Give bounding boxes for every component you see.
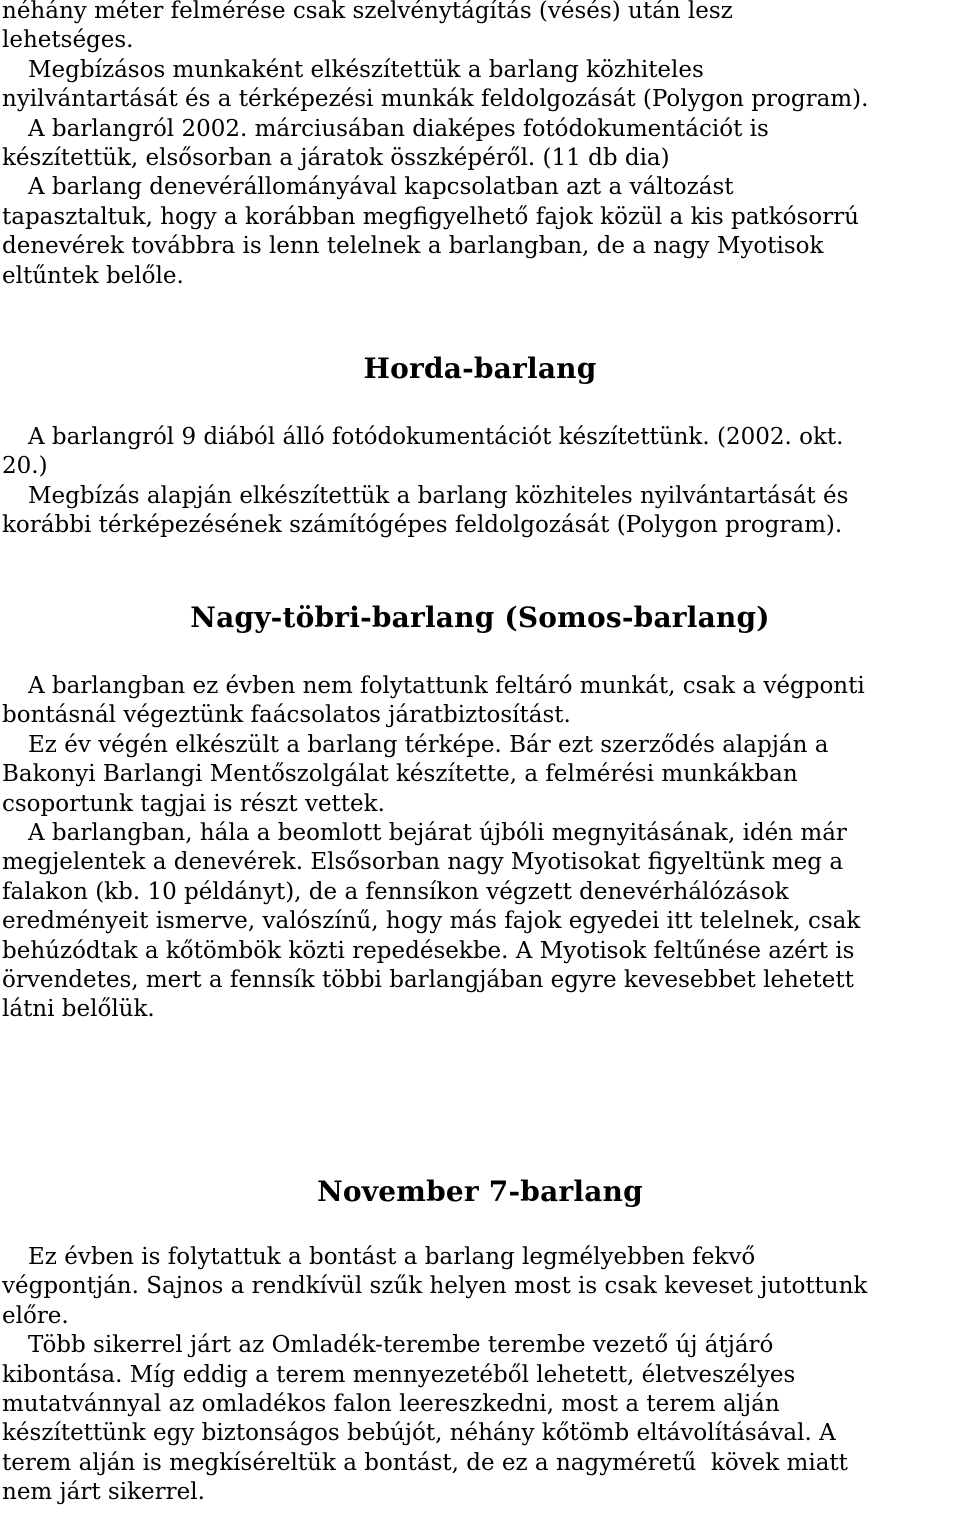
paragraph-line: bontásnál végeztünk faácsolatos járatbiztosítást. <box>2 702 571 729</box>
paragraph-line: eredményeit ismerve, valószínű, hogy más fajok egyedei itt telelnek, csak <box>2 908 861 935</box>
intro-section <box>2 0 958 291</box>
paragraph-line: A barlangról 9 diából álló fotódokumentációt készítettünk. (2002. okt. <box>28 424 844 450</box>
paragraph-line: készítettünk egy biztonságos bebújót, néhány kőtömb eltávolításával. A <box>2 1420 836 1447</box>
paragraph-line: korábbi térképezésének számítógépes feldolgozását (Polygon program). <box>2 512 843 539</box>
paragraph-line: Ez évben is folytattuk a bontást a barlang legmélyebben fekvő <box>28 1244 756 1270</box>
horda-section <box>2 423 958 541</box>
paragraph-line: Megbízásos munkaként elkészítettük a barlang közhiteles <box>28 56 704 83</box>
paragraph-line: lehetséges. <box>2 27 134 54</box>
nagy-tobri-section <box>2 672 958 1025</box>
paragraph-line: mutatvánnyal az omladékos falon leereszkedni, most a terem alján <box>2 1391 780 1418</box>
paragraph-line: tapasztaltuk, hogy a korábban megfigyelhető fajok közül a kis patkósorrú <box>2 203 859 230</box>
paragraph-line: behúzódtak a kőtömbök közti repedésekbe. A Myotisok feltűnése azért is <box>2 937 855 964</box>
paragraph-line: A barlangról 2002. márciusában diaképes fotódokumentációt is <box>28 115 769 142</box>
section-heading-nagy-tobri: Nagy-töbri-barlang (Somos-barlang) <box>190 601 770 634</box>
paragraph-line: nem járt sikerrel. <box>2 1479 205 1506</box>
section-heading-horda: Horda-barlang <box>363 352 597 385</box>
paragraph-line: Bakonyi Barlangi Mentőszolgálat készítette, a felmérési munkákban <box>2 761 798 788</box>
paragraph-line: Ez év végén elkészült a barlang térképe. Bár ezt szerződés alapján a <box>28 731 829 758</box>
paragraph-line: végpontján. Sajnos a rendkívül szűk helyen most is csak keveset jutottunk <box>2 1273 868 1300</box>
paragraph-line: előre. <box>2 1302 69 1329</box>
paragraph-line: denevérek továbbra is lenn telelnek a barlangban, de a nagy Myotisok <box>2 233 824 260</box>
paragraph-line: eltűntek belőle. <box>2 262 184 289</box>
paragraph-line: nyilvántartását és a térképezési munkák feldolgozását (Polygon program). <box>2 86 869 113</box>
paragraph-line: A barlangban, hála a beomlott bejárat újbóli megnyitásának, idén már <box>28 820 847 847</box>
paragraph-line: terem alján is megkíséreltük a bontást, de ez a nagyméretű kövek miatt <box>2 1449 848 1476</box>
paragraph-line: falakon (kb. 10 példányt), de a fennsíkon végzett denevérhálózások <box>2 878 789 905</box>
paragraph-line: készítettük, elsősorban a járatok összképéről. (11 db dia) <box>2 145 670 172</box>
paragraph-line: néhány méter felmérése csak szelvénytágítás (vésés) után lesz <box>2 0 733 24</box>
paragraph-line: Megbízás alapján elkészítettük a barlang közhiteles nyilvántartását és <box>28 482 849 509</box>
paragraph-line: A barlangban ez évben nem folytattunk feltáró munkát, csak a végponti <box>28 673 865 699</box>
paragraph-line: 20.) <box>2 453 48 480</box>
paragraph-line: Több sikerrel járt az Omladék-terembe terembe vezető új átjáró <box>28 1332 774 1359</box>
paragraph-line: csoportunk tagjai is részt vettek. <box>2 790 385 817</box>
paragraph-line: kibontása. Míg eddig a terem mennyezetéből lehetett, életveszélyes <box>2 1361 796 1388</box>
november-section <box>2 1243 958 1508</box>
paragraph-line: örvendetes, mert a fennsík többi barlangjában egyre kevesebbet lehetett <box>2 967 854 994</box>
section-heading-november: November 7-barlang <box>317 1175 643 1208</box>
paragraph-line: látni belőlük. <box>2 996 155 1023</box>
paragraph-line: A barlang denevérállományával kapcsolatban azt a változást <box>28 174 734 201</box>
paragraph-line: megjelentek a denevérek. Elsősorban nagy Myotisokat figyeltünk meg a <box>2 849 844 876</box>
